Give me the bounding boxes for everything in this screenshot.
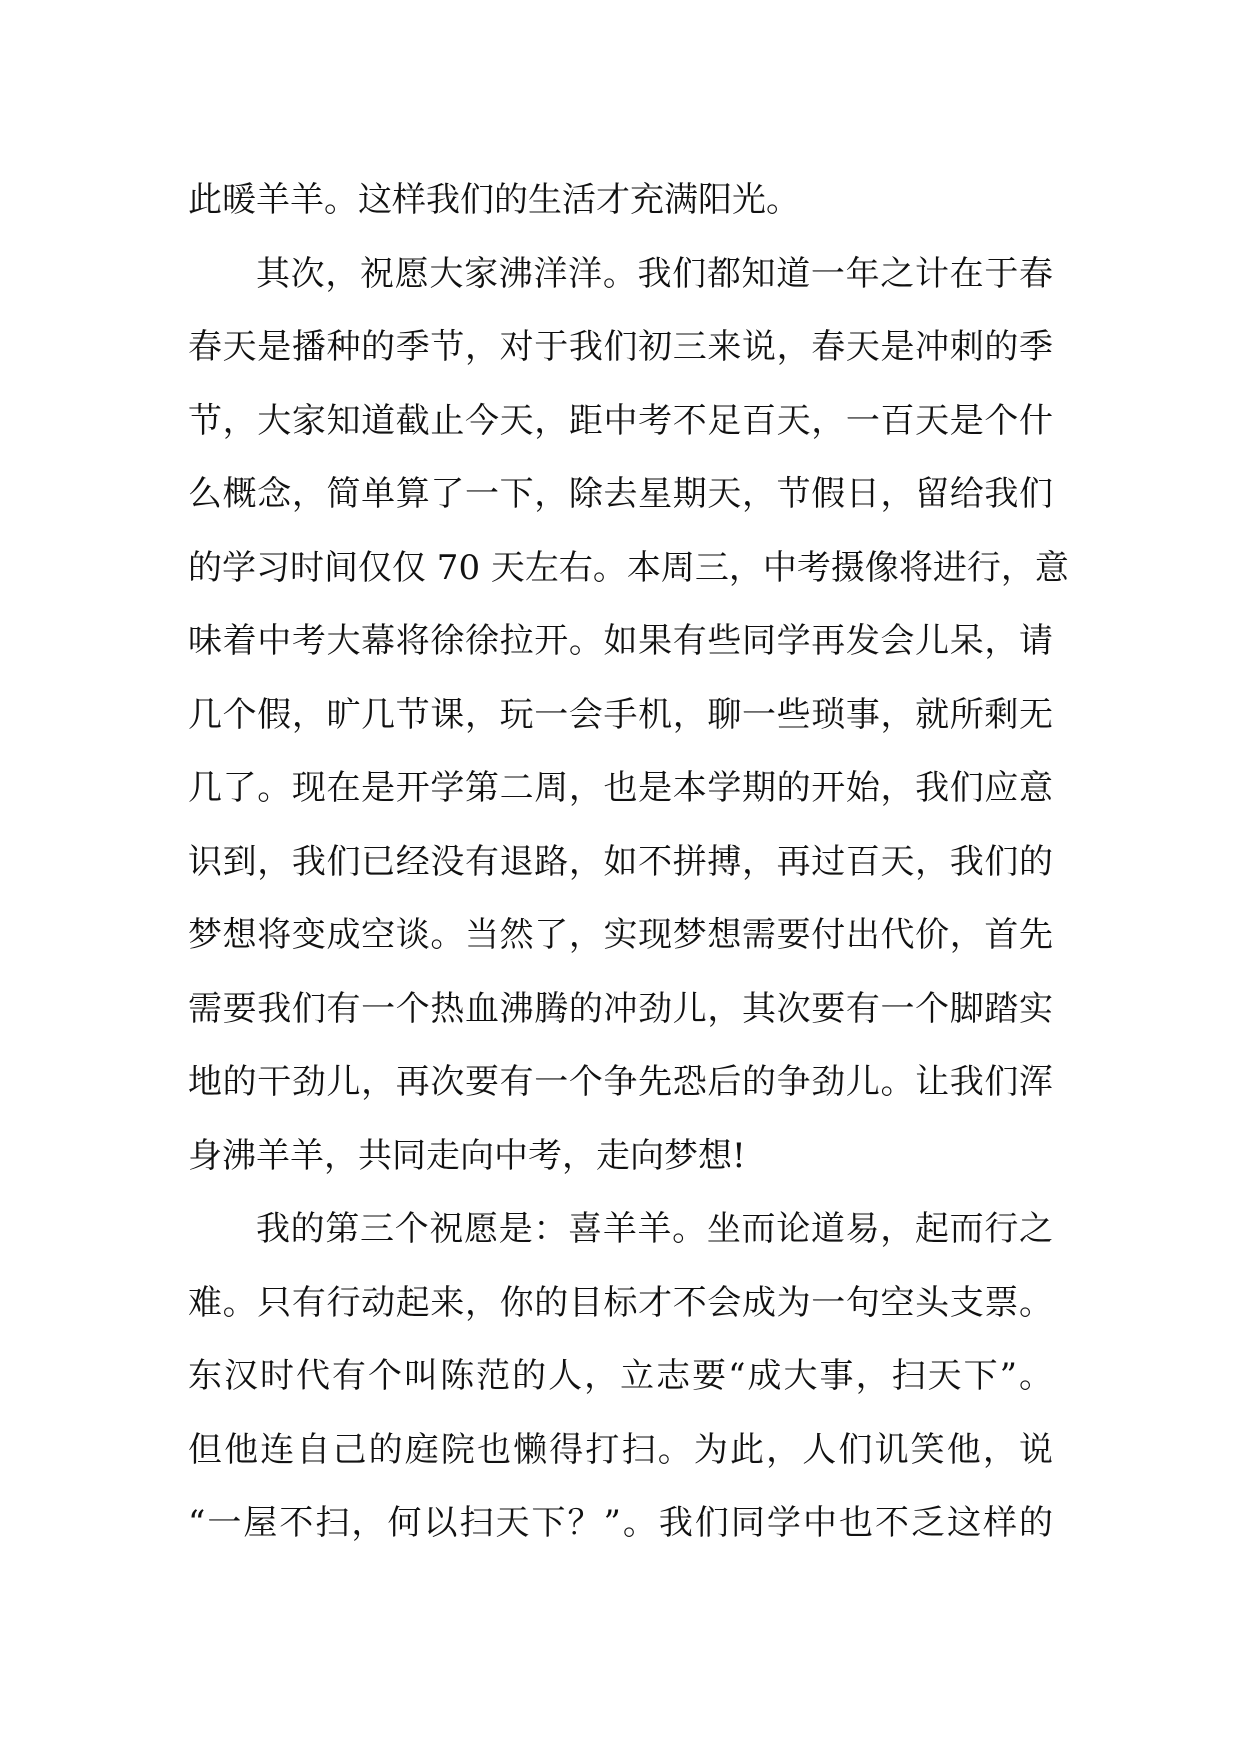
paragraph-line: 梦想将变成空谈。当然了，实现梦想需要付出代价，首先 <box>188 915 1053 955</box>
paragraph-line: 地的干劲儿，再次要有一个争先恐后的争劲儿。让我们浑 <box>188 1062 1053 1102</box>
paragraph-line: 身沸羊羊，共同走向中考，走向梦想! <box>188 1135 746 1176</box>
paragraph-line: 需要我们有一个热血沸腾的冲劲儿，其次要有一个脚踏实 <box>188 988 1053 1029</box>
paragraph-line: 难。只有行动起来，你的目标才不会成为一句空头支票。 <box>188 1282 1053 1323</box>
paragraph-line: 此暖羊羊。这样我们的生活才充满阳光。 <box>188 180 800 220</box>
paragraph-line: “一屋不扫，何以扫天下？”。我们同学中也不乏这样的 <box>188 1503 1053 1543</box>
paragraph-line: 节，大家知道截止今天，距中考不足百天，一百天是个什 <box>188 400 1053 441</box>
paragraph-line: 但他连自己的庭院也懒得打扫。为此，人们讥笑他，说 <box>188 1429 1053 1470</box>
paragraph-line: 东汉时代有个叫陈范的人，立志要“成大事，扫天下”。 <box>188 1356 1053 1396</box>
paragraph-line: 味着中考大幕将徐徐拉开。如果有些同学再发会儿呆，请 <box>188 621 1053 661</box>
paragraph-line: 几了。现在是开学第二周，也是本学期的开始，我们应意 <box>188 768 1053 808</box>
paragraph-line: 的学习时间仅仅 70 天左右。本周三，中考摄像将进行，意 <box>188 547 1069 588</box>
paragraph-line: 几个假，旷几节课，玩一会手机，聊一些琐事，就所剩无 <box>188 694 1053 735</box>
paragraph-line: 我的第三个祝愿是：喜羊羊。坐而论道易，起而行之 <box>256 1209 1053 1249</box>
paragraph-line: 春天是播种的季节，对于我们初三来说，春天是冲刺的季 <box>188 327 1053 367</box>
paragraph-line: 么概念，简单算了一下，除去星期天，节假日，留给我们 <box>188 474 1053 514</box>
paragraph-line: 其次，祝愿大家沸洋洋。我们都知道一年之计在于春 <box>256 253 1053 294</box>
body-text <box>188 164 1069 1561</box>
paragraph-line: 识到，我们已经没有退路，如不拼搏，再过百天，我们的 <box>188 841 1053 882</box>
